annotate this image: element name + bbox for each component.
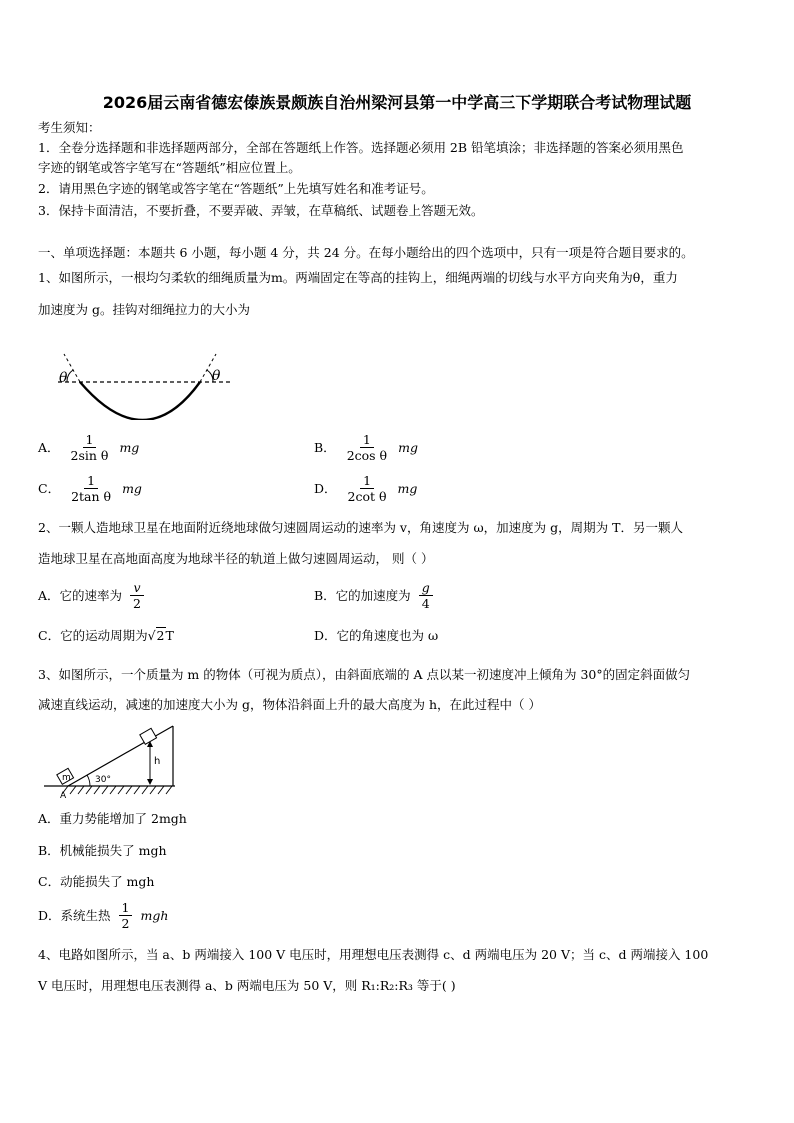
q1-a-fraction: $\frac{1}{\text{2sin θ}}$ — [70, 432, 109, 463]
q2-stem-line2: 造地球卫星在高地面高度为地球半径的轨道上做匀速圆周运动， 则（ ） — [38, 551, 434, 566]
q3-option-b[interactable]: B．机械能损失了 mgh — [38, 843, 167, 858]
q1-stem-line1: 1、如图所示，一根均匀柔软的细绳质量为m。两端固定在等高的挂钩上，细绳两端的切线与水平方向夹角为θ，重力 — [38, 270, 678, 285]
q1-c-fraction: $\frac{1}{\text{2tan θ}}$ — [71, 473, 112, 504]
q1-option-a[interactable]: A． $\frac{1}{\text{2sin θ}}$ mg — [38, 432, 140, 463]
q2-option-a[interactable]: A．它的速率为 $\frac{v}{2}$ — [38, 580, 146, 611]
notice-line-1a: 1．全卷分选择题和非选择题两部分，全部在答题纸上作答。选择题必须用 2B 铅笔填涂；非选择题的答案必须用黑色 — [38, 140, 684, 155]
q1-option-b[interactable]: B． $\frac{1}{\text{2cos θ}}$ mg — [314, 432, 418, 463]
notice-heading: 考生须知： — [38, 120, 101, 135]
q2-option-c[interactable]: C．它的运动周期为√2T — [38, 628, 174, 643]
q1-b-fraction: $\frac{1}{\text{2cos θ}}$ — [346, 432, 388, 463]
q2-option-b[interactable]: B．它的加速度为 $\frac{g}{4}$ — [314, 580, 435, 611]
q3-option-d[interactable]: D．系统生热 $\frac{1}{2}$ mgh — [38, 900, 169, 931]
q3-option-c[interactable]: C．动能损失了 mgh — [38, 874, 155, 889]
q1-fig-theta-left: θ — [59, 370, 68, 386]
q4-stem-line2: V 电压时，用理想电压表测得 a、b 两端电压为 50 V，则 R₁:R₂:R₃ 等于( ) — [38, 978, 456, 993]
q1-fig-theta-right: θ — [212, 368, 221, 384]
sqrt-symbol: √2 — [147, 628, 165, 643]
q3-fig-angle: 30° — [95, 775, 111, 785]
q3-fig-h: h — [154, 756, 161, 767]
q3-option-a[interactable]: A．重力势能增加了 2mgh — [38, 811, 187, 826]
section-heading: 一、单项选择题：本题共 6 小题，每小题 4 分，共 24 分。在每小题给出的四个选项中，只有一项是符合题目要求的。 — [38, 245, 694, 260]
q4-stem-line1: 4、电路如图所示，当 a、b 两端接入 100 V 电压时，用理想电压表测得 c、d 两端电压为 20 V；当 c、d 两端接入 100 — [38, 947, 709, 962]
q1-option-d[interactable]: D． $\frac{1}{\text{2cot θ}}$ mg — [314, 473, 418, 504]
notice-line-2: 2．请用黑色字迹的钢笔或答字笔在“答题纸”上先填写姓名和准考证号。 — [38, 181, 434, 196]
notice-line-1b: 字迹的钢笔或答字笔写在“答题纸”相应位置上。 — [38, 160, 301, 175]
q3-stem-line1: 3、如图所示，一个质量为 m 的物体（可视为质点），由斜面底端的 A 点以某一初速度冲上倾角为 30°的固定斜面做匀 — [38, 667, 691, 682]
q3-fig-m: m — [62, 773, 71, 783]
q3-incline-figure — [40, 722, 190, 802]
q2-stem-line1: 2、一颗人造地球卫星在地面附近绕地球做匀速圆周运动的速率为 v，角速度为 ω，加速度为 g，周期为 T．另一颗人 — [38, 520, 683, 535]
q1-stem-line2: 加速度为 g。挂钩对细绳拉力的大小为 — [38, 302, 250, 317]
q3-stem-line2: 减速直线运动，减速的加速度大小为 g，物体沿斜面上升的最大高度为 h，在此过程中（ ） — [38, 697, 541, 712]
q1-option-c[interactable]: C． $\frac{1}{\text{2tan θ}}$ mg — [38, 473, 142, 504]
q2-option-d[interactable]: D．它的角速度也为 ω — [314, 628, 439, 643]
q1-rope-figure — [50, 348, 235, 420]
q1-d-fraction: $\frac{1}{\text{2cot θ}}$ — [347, 473, 387, 504]
q3-fig-a: A — [60, 791, 67, 801]
page-title: 2026届云南省德宏傣族景颇族自治州梁河县第一中学高三下学期联合考试物理试题 — [102, 93, 692, 112]
notice-line-3: 3．保持卡面清洁，不要折叠，不要弄破、弄皱，在草稿纸、试题卷上答题无效。 — [38, 203, 484, 218]
